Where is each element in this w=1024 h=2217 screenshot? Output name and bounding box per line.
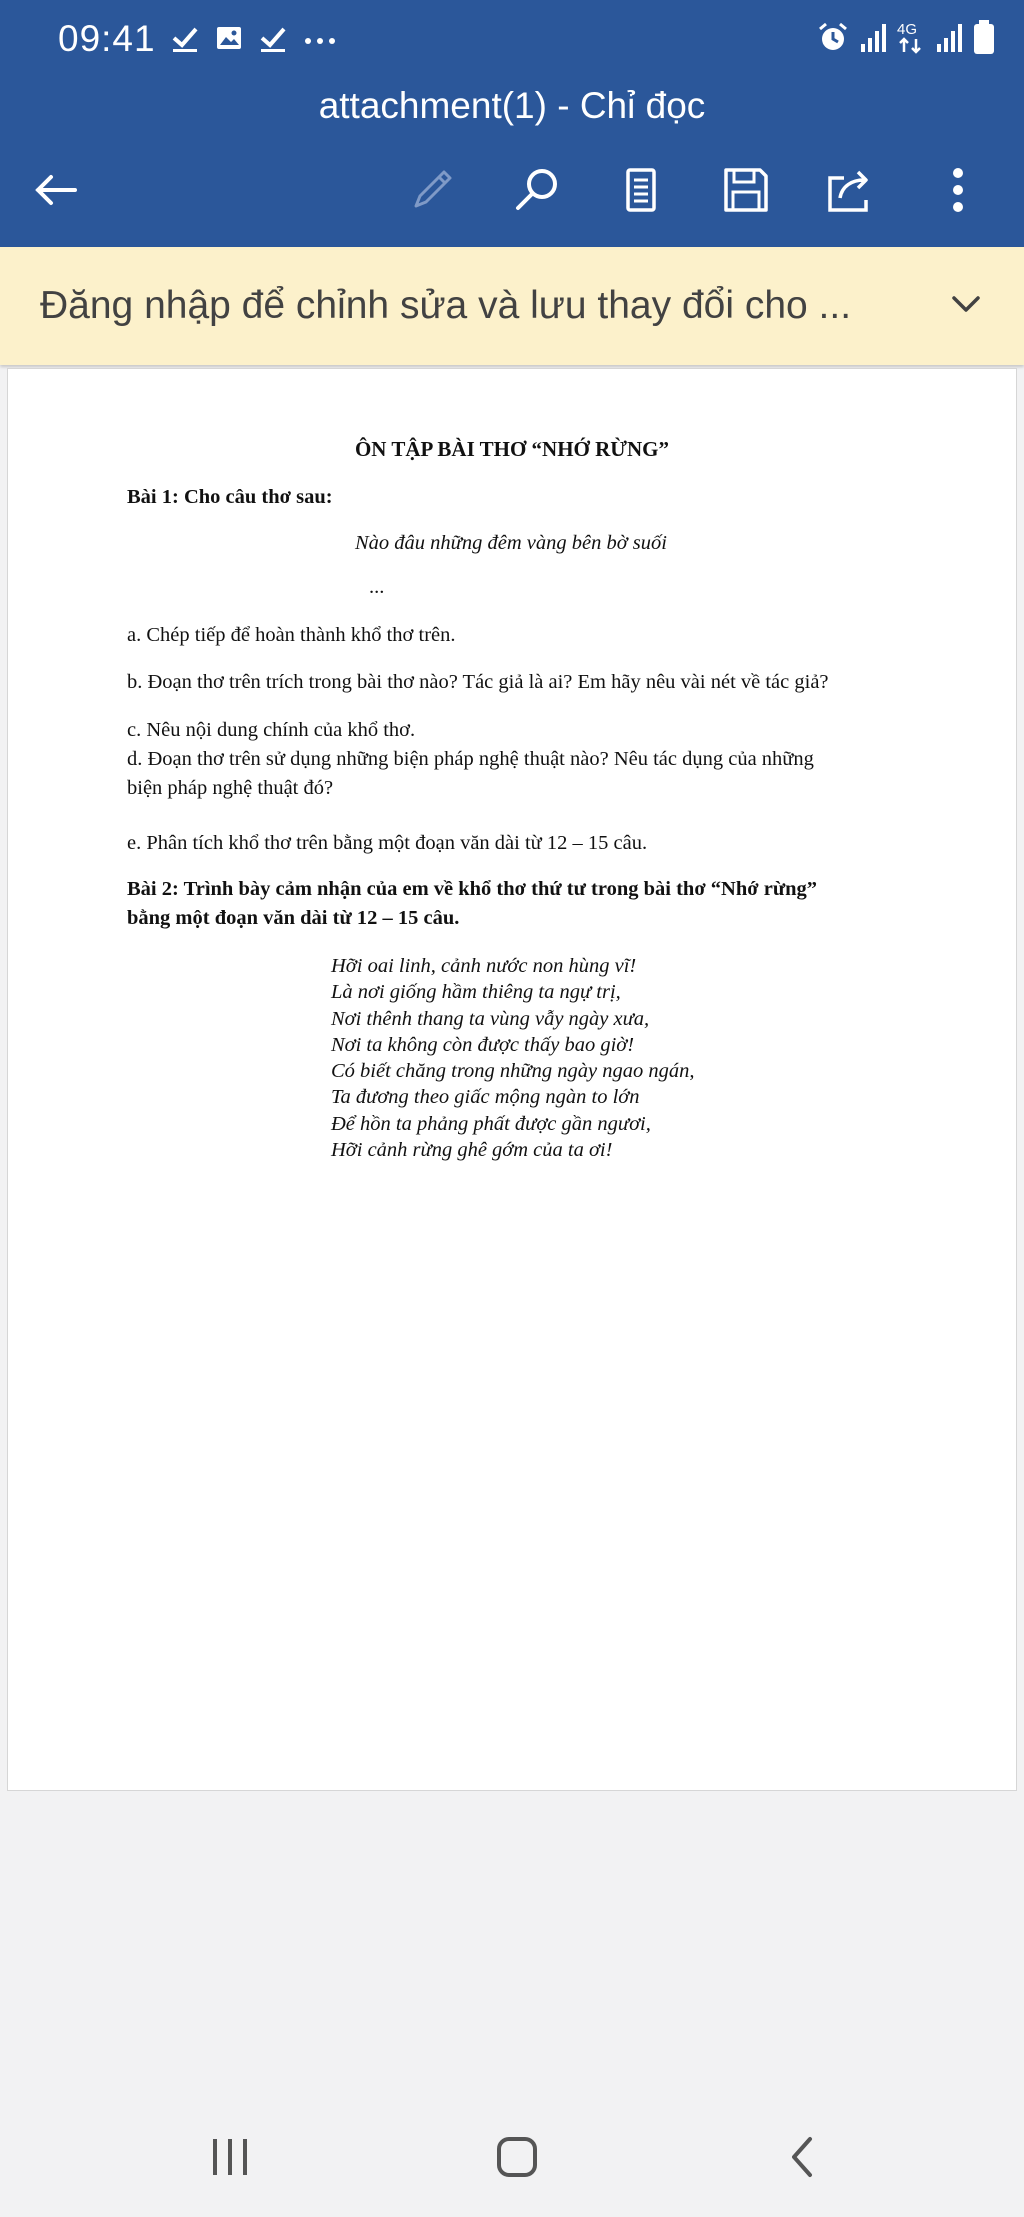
question-e: e. Phân tích khổ thơ trên bằng một đoạn văn dài từ 12 – 15 câu. — [127, 832, 648, 854]
status-notification-icons — [170, 20, 338, 60]
save-icon[interactable] — [716, 160, 776, 220]
check-icon — [258, 23, 288, 58]
chevron-down-icon[interactable] — [944, 283, 988, 327]
question-a: a. Chép tiếp để hoàn thành khổ thơ trên. — [127, 624, 456, 646]
poem-line: Ta đương theo giấc mộng ngàn to lớn — [331, 1086, 640, 1109]
question-d-line2: biện pháp nghệ thuật đó? — [127, 777, 334, 799]
bai1-title: Bài 1: Cho câu thơ sau: — [127, 486, 333, 508]
signal-icon — [934, 20, 964, 59]
poem-line: Nơi thênh thang ta vùng vẫy ngày xưa, — [331, 1007, 650, 1030]
share-icon[interactable] — [821, 160, 881, 220]
image-icon — [214, 23, 244, 58]
poem-line: Hỡi oai linh, cảnh nước non hùng vĩ! — [331, 955, 637, 977]
banner-text: Đăng nhập để chỉnh sửa và lưu thay đổi cho ... — [40, 284, 852, 327]
document-page[interactable] — [7, 368, 1017, 1791]
bai2-line2: bằng một đoạn văn dài từ 12 – 15 câu. — [127, 907, 460, 929]
poem-line: Nơi ta không còn được thấy bao giờ! — [331, 1033, 635, 1056]
alarm-icon — [816, 20, 850, 59]
reading-view-icon[interactable] — [612, 160, 672, 220]
home-icon[interactable] — [487, 2127, 547, 2187]
check-icon — [170, 23, 200, 58]
back-icon[interactable] — [774, 2127, 834, 2187]
poem-line: Để hồn ta phảng phất được gần ngươi, — [331, 1112, 651, 1135]
poem-line: Hỡi cảnh rừng ghê gớm của ta ơi! — [331, 1139, 613, 1162]
svg-text:4G: 4G — [897, 20, 918, 38]
battery-icon — [972, 19, 996, 60]
bai2-line1: Bài 2: Trình bày cảm nhận của em về khổ thơ thứ tư trong bài thơ “Nhớ rừng” — [127, 878, 818, 900]
question-c: c. Nêu nội dung chính của khổ thơ. — [127, 719, 416, 741]
poem-line: Là nơi giống hầm thiêng ta ngự trị, — [331, 981, 621, 1004]
4g-icon — [896, 19, 926, 60]
search-icon[interactable] — [507, 160, 567, 220]
poem-stanza — [331, 953, 694, 1163]
more-options-icon[interactable] — [928, 160, 988, 220]
bai1-quote: Nào đâu những đêm vàng bên bờ suối — [355, 532, 667, 554]
back-arrow-icon[interactable] — [26, 160, 86, 220]
recent-apps-icon[interactable] — [200, 2127, 260, 2187]
question-d-line1: d. Đoạn thơ trên sử dụng những biện pháp nghệ thuật nào? Nêu tác dụng của những — [127, 748, 814, 770]
status-time: 09:41 — [58, 18, 156, 59]
document-title: attachment(1) - Chỉ đọc — [318, 85, 706, 126]
question-b: b. Đoạn thơ trên trích trong bài thơ nào? Tác giả là ai? Em hãy nêu vài nét về tác giả? — [127, 671, 829, 693]
status-system-icons — [816, 18, 996, 60]
edit-pencil-icon[interactable] — [402, 160, 462, 220]
system-navigation-bar — [0, 2097, 1024, 2217]
poem-line: Có biết chăng trong những ngày ngao ngán, — [331, 1060, 695, 1083]
bai1-ellipsis: ... — [369, 576, 385, 598]
document-heading: ÔN TẬP BÀI THƠ “NHỚ RỪNG” — [354, 437, 670, 461]
more-dots-icon — [302, 23, 338, 58]
app-header — [0, 0, 1024, 247]
sign-in-banner[interactable] — [0, 247, 1024, 365]
signal-icon — [858, 20, 888, 59]
